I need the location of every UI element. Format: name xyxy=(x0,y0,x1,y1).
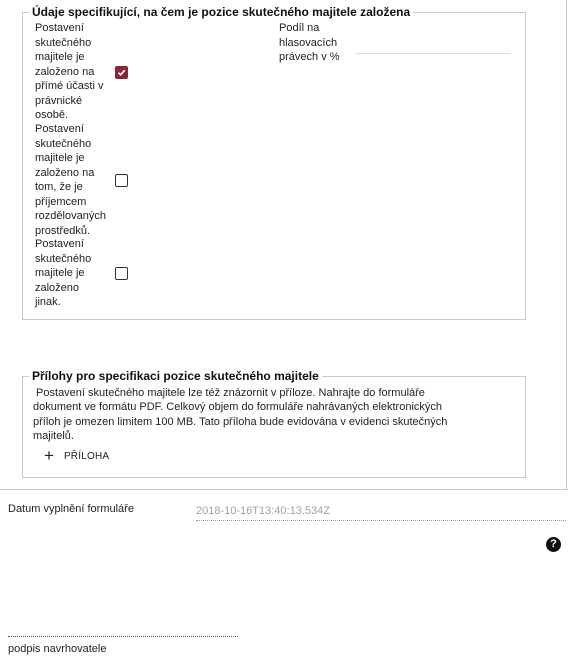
voting-share-label xyxy=(279,21,340,65)
checkmark-icon xyxy=(117,68,126,77)
description-line: dokument ve formátu PDF. Celkový objem do formuláře nahrávaných elektronických xyxy=(33,401,443,414)
label-line: majitele je xyxy=(35,152,85,164)
label-line: jinak. xyxy=(35,296,61,308)
label-line: skutečného xyxy=(35,137,92,150)
signature-label: podpis navrhovatele xyxy=(8,643,107,655)
plus-icon: + xyxy=(44,446,54,465)
label-line: založeno na xyxy=(35,166,95,179)
signature-line xyxy=(8,636,238,637)
label-line: přímé účasti v xyxy=(35,80,104,92)
description-line: příloh je omezen limitem 100 MB. Tato příloha bude evidována v evidenci skutečných xyxy=(33,415,448,428)
label-line: tom, že je xyxy=(35,181,83,193)
description-line: Postavení skutečného majitele lze též znázornit v příloze. Nahrajte do formuláře xyxy=(33,387,425,399)
voting-share-input[interactable] xyxy=(356,53,511,54)
label-line: Postavení xyxy=(35,22,84,34)
question-circle-icon[interactable]: ? xyxy=(546,537,561,552)
form-frame-bottom-edge xyxy=(0,489,568,490)
attachments-description xyxy=(33,386,493,443)
label-line: Postavení xyxy=(35,238,84,250)
option-fund-recipient-checkbox[interactable] xyxy=(115,174,128,187)
label-line: Postavení xyxy=(35,123,84,135)
label-line: právnické xyxy=(35,94,83,107)
form-date-input[interactable] xyxy=(196,502,566,521)
label-line: založeno xyxy=(35,281,80,294)
ownership-basis-legend: Údaje specifikující, na čem je pozice skutečného majitele založena xyxy=(32,5,411,19)
label-line: Podíl na xyxy=(279,22,320,34)
label-line: hlasovacích xyxy=(279,36,338,49)
description-line: majitelů. xyxy=(33,429,74,442)
label-line: prostředků. xyxy=(35,224,91,237)
label-line: skutečného xyxy=(35,36,92,49)
add-attachment-label: PŘÍLOHA xyxy=(63,450,110,462)
option-direct-participation-label xyxy=(35,21,103,123)
form-date-label: Datum vyplnění formuláře xyxy=(8,503,134,515)
form-frame-right-edge xyxy=(566,0,567,490)
label-line: skutečného xyxy=(35,252,92,265)
option-direct-participation-checkbox[interactable] xyxy=(115,66,128,79)
label-line: osobě. xyxy=(35,109,69,121)
option-other-checkbox[interactable] xyxy=(115,267,128,280)
option-other-label xyxy=(35,237,91,310)
label-line: majitele je xyxy=(35,51,85,63)
attachments-legend: Přílohy pro specifikaci pozice skutečného majitele xyxy=(32,369,319,383)
label-line: založeno na xyxy=(35,65,95,78)
label-line: rozdělovaných xyxy=(35,210,106,222)
option-fund-recipient-label xyxy=(35,122,106,238)
add-attachment-button[interactable] xyxy=(44,448,109,464)
label-line: majitele je xyxy=(35,267,85,279)
label-line: příjemcem xyxy=(35,195,87,208)
label-line: právech v % xyxy=(279,51,340,63)
